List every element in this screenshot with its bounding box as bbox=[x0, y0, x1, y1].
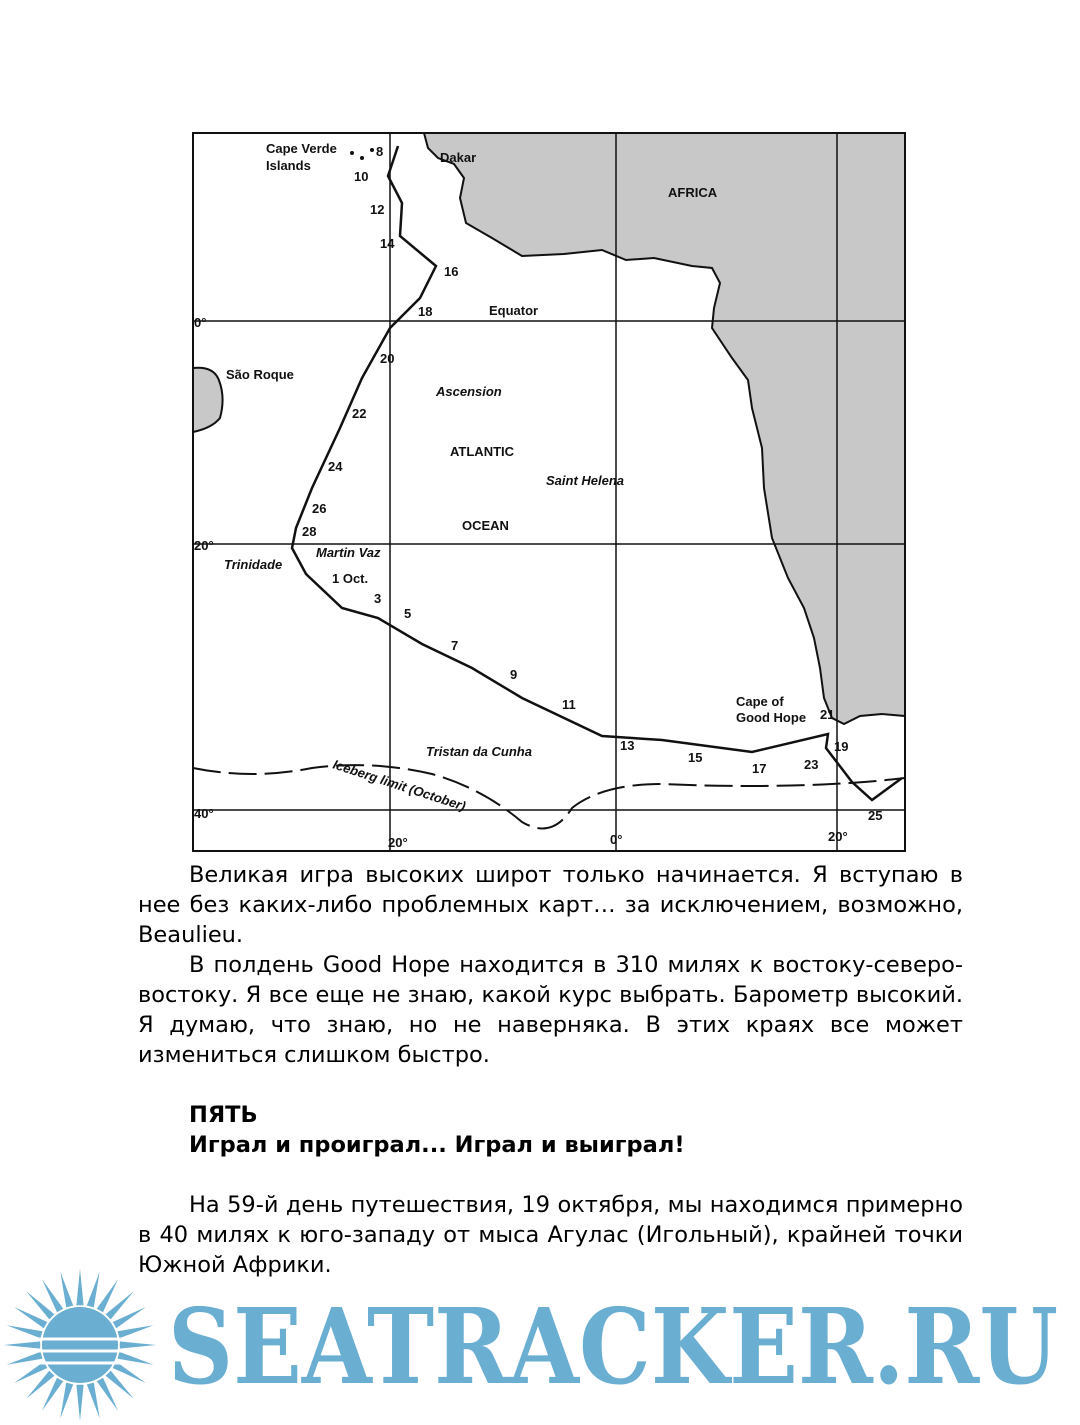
label-tristan-da-cunha: Tristan da Cunha bbox=[426, 744, 532, 759]
route-day-label: 25 bbox=[868, 808, 883, 823]
route-day-label: 9 bbox=[510, 667, 518, 682]
body-text-block-1 bbox=[138, 860, 963, 1070]
route-day-label: 22 bbox=[352, 406, 367, 421]
route-day-label: 23 bbox=[804, 757, 819, 772]
chapter-title: Играл и проиграл... Играл и выиграл! bbox=[189, 1132, 685, 1158]
label-saint-helena: Saint Helena bbox=[546, 473, 625, 488]
route-map-svg bbox=[192, 128, 908, 854]
lon-label-20w: 20° bbox=[388, 835, 408, 850]
label-martin-vaz: Martin Vaz bbox=[316, 545, 381, 560]
paragraph-1: Великая игра высоких широт только начинается. Я вступаю в нее без каких-либо проблемных карт… за исключением, возможно, Beaulieu. bbox=[138, 862, 963, 948]
route-day-label: 10 bbox=[354, 169, 369, 184]
route-map bbox=[192, 128, 908, 854]
sun-ray bbox=[87, 1383, 100, 1419]
route-day-label: 16 bbox=[444, 264, 459, 279]
sun-ray bbox=[120, 1341, 156, 1348]
sun-ray bbox=[76, 1269, 83, 1305]
label-ocean: OCEAN bbox=[462, 518, 509, 533]
route-day-label: 13 bbox=[620, 738, 635, 753]
lat-label-0: 0° bbox=[194, 315, 207, 330]
sun-ray bbox=[118, 1325, 154, 1338]
route-day-label: 1 Oct. bbox=[332, 571, 369, 586]
paragraph-2: В полдень Good Hope находится в 310 милях к востоку-северо-востоку. Я все еще не знаю, какой курс выбрать. Барометр высокий. Я думаю, что знаю, но не наверняка. В этих краях все может измениться слишком быстро. bbox=[138, 952, 963, 1068]
lon-label-20e: 20° bbox=[828, 829, 848, 844]
paragraph-3: На 59-й день путешествия, 19 октября, мы находимся примерно в 40 милях к юго-западу от мыса Агулас (Игольный), крайней точки Южной Африки. bbox=[138, 1192, 963, 1278]
label-good-hope: Good Hope bbox=[736, 710, 807, 725]
lat-label-40: 40° bbox=[194, 806, 214, 821]
chapter-number: ПЯТЬ bbox=[189, 1102, 258, 1128]
route-day-label: 19 bbox=[834, 739, 849, 754]
sun-ray bbox=[60, 1272, 73, 1308]
route-day-label: 7 bbox=[451, 638, 459, 653]
label-africa: AFRICA bbox=[668, 185, 718, 200]
route-day-label: 17 bbox=[752, 761, 767, 776]
route-day-label: 3 bbox=[374, 591, 382, 606]
route-day-label: 12 bbox=[370, 202, 385, 217]
label-iceberg-limit: Iceberg limit (October) bbox=[331, 756, 468, 814]
label-islands: Islands bbox=[266, 158, 311, 173]
label-cape-of: Cape of bbox=[736, 694, 784, 709]
sun-ray bbox=[76, 1385, 83, 1421]
label-atlantic: ATLANTIC bbox=[450, 444, 515, 459]
route-day-label: 26 bbox=[312, 501, 327, 516]
label-equator: Equator bbox=[489, 303, 539, 318]
sun-ray bbox=[7, 1325, 43, 1338]
sun-ray bbox=[87, 1272, 100, 1308]
route-day-label: 20 bbox=[380, 351, 395, 366]
route-day-label: 28 bbox=[302, 524, 317, 539]
route-day-label: 8 bbox=[376, 144, 384, 159]
watermark-svg bbox=[0, 1265, 1080, 1425]
lat-label-20: 20° bbox=[194, 538, 214, 553]
chapter-heading-block bbox=[138, 1100, 963, 1160]
label-trinidade: Trinidade bbox=[224, 557, 283, 572]
route-day-label: 24 bbox=[328, 459, 343, 474]
route-day-label: 18 bbox=[418, 304, 433, 319]
label-dakar: Dakar bbox=[440, 150, 477, 165]
route-day-label: 21 bbox=[820, 707, 835, 722]
route-day-label: 14 bbox=[380, 236, 395, 251]
route-day-label: 15 bbox=[688, 750, 703, 765]
watermark-text: SEATRACKER.RU bbox=[168, 1285, 1058, 1408]
label-cape-verde: Cape Verde bbox=[266, 141, 337, 156]
sun-ray bbox=[60, 1383, 73, 1419]
sun-ray bbox=[4, 1341, 40, 1348]
route-day-label: 11 bbox=[562, 697, 576, 712]
label-ascension: Ascension bbox=[436, 384, 502, 399]
label-sao-roque: São Roque bbox=[226, 367, 294, 382]
sun-icon bbox=[4, 1269, 156, 1421]
seatracker-watermark bbox=[0, 1265, 1080, 1425]
lon-label-0: 0° bbox=[610, 832, 623, 847]
route-day-label: 5 bbox=[404, 606, 412, 621]
